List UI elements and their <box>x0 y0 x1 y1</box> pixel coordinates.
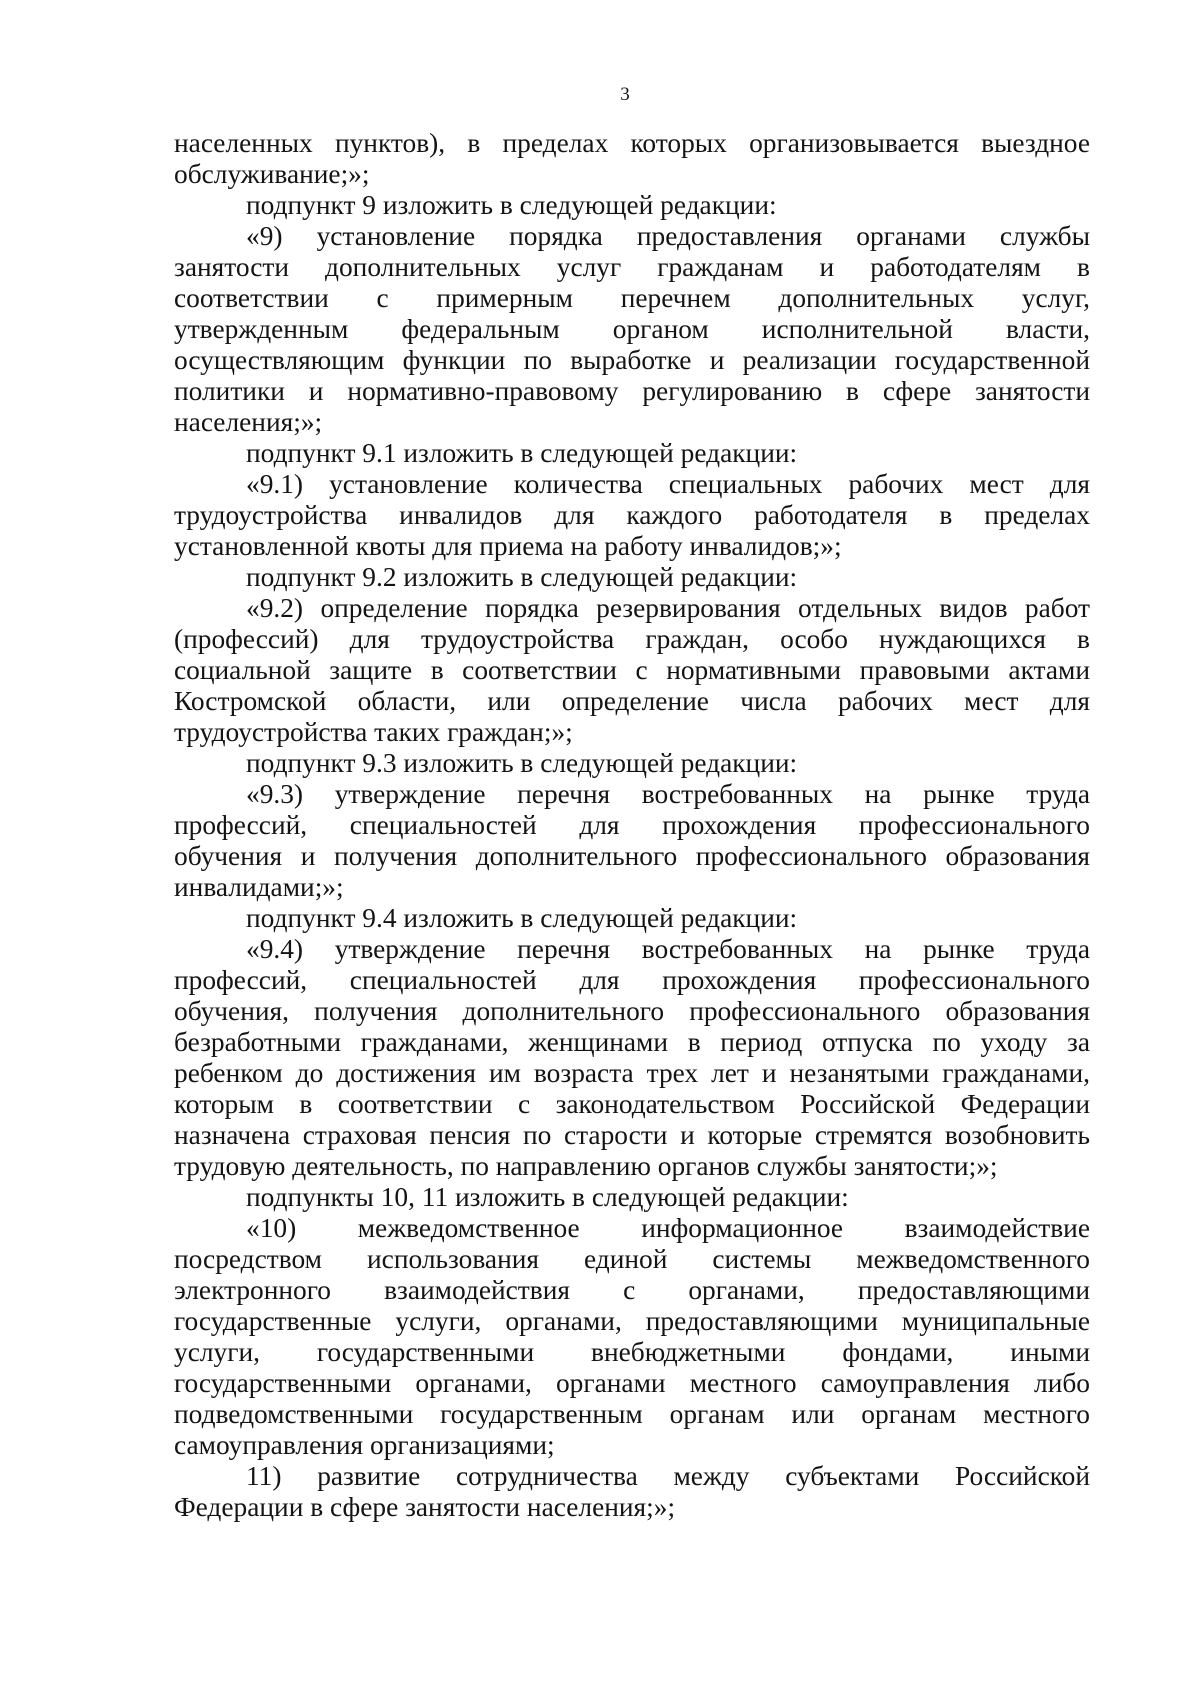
text-line: обслуживание;»; <box>174 159 370 189</box>
text-line: профессий, специальностей для прохождения профессионального <box>174 810 1090 840</box>
text-line: которым в соответствии с законодательством Российской Федерации <box>174 1089 1090 1119</box>
text-line: утвержденным федеральным органом исполнительной власти, <box>174 314 1090 344</box>
text-line: обучения, получения дополнительного профессионального образования <box>174 996 1090 1026</box>
text-line: социальной защите в соответствии с нормативными правовыми актами <box>174 655 1090 685</box>
text-line: занятости дополнительных услуг гражданам и работодателям в <box>174 252 1090 282</box>
text-line: трудовую деятельность, по направлению органов службы занятости;»; <box>174 1151 998 1181</box>
paragraph-first-line: подпункт 9.4 изложить в следующей редакции: <box>246 903 798 933</box>
text-line: электронного взаимодействия с органами, предоставляющими <box>174 1275 1090 1305</box>
text-line: соответствии с примерным перечнем дополнительных услуг, <box>174 283 1090 313</box>
paragraph-first-line: «9.1) установление количества специальных рабочих мест для <box>246 469 1090 499</box>
text-line: самоуправления организациями; <box>174 1430 555 1460</box>
text-line: населения;»; <box>174 407 323 437</box>
text-line: обучения и получения дополнительного профессионального образования <box>174 841 1090 871</box>
text-line: посредством использования единой системы межведомственного <box>174 1244 1090 1274</box>
text-line: назначена страховая пенсия по старости и которые стремятся возобновить <box>174 1120 1090 1150</box>
paragraph-first-line: «9.4) утверждение перечня востребованных на рынке труда <box>246 934 1090 964</box>
paragraph-first-line: «10) межведомственное информационное взаимодействие <box>246 1213 1090 1243</box>
text-line: Федерации в сфере занятости населения;»; <box>174 1492 676 1522</box>
document-body <box>174 128 1090 1523</box>
paragraph-first-line: подпункт 9.1 изложить в следующей редакции: <box>246 438 798 468</box>
text-line: трудоустройства таких граждан;»; <box>174 717 573 747</box>
text-line: услуги, государственными внебюджетными фондами, иными <box>174 1337 1090 1367</box>
text-line: безработными гражданами, женщинами в период отпуска по уходу за <box>174 1027 1090 1057</box>
text-line: профессий, специальностей для прохождения профессионального <box>174 965 1090 995</box>
paragraph-first-line: 11) развитие сотрудничества между субъектами Российской <box>246 1461 1090 1491</box>
paragraph-first-line: «9) установление порядка предоставления органами службы <box>246 221 1090 251</box>
paragraph-first-line: подпункт 9 изложить в следующей редакции: <box>246 190 777 220</box>
text-line: государственными органами, органами местного самоуправления либо <box>174 1368 1090 1398</box>
text-line: ребенком до достижения им возраста трех лет и незанятыми гражданами, <box>174 1058 1090 1088</box>
text-line: осуществляющим функции по выработке и реализации государственной <box>174 345 1090 375</box>
paragraph-first-line: подпункт 9.3 изложить в следующей редакции: <box>246 748 798 778</box>
paragraph-first-line: «9.2) определение порядка резервирования отдельных видов работ <box>246 593 1090 623</box>
paragraph-first-line: подпункт 9.2 изложить в следующей редакции: <box>246 562 798 592</box>
text-line: инвалидами;»; <box>174 872 344 902</box>
paragraph-first-line: подпункты 10, 11 изложить в следующей редакции: <box>246 1182 849 1212</box>
text-line: подведомственными государственным органам или органам местного <box>174 1399 1090 1429</box>
text-line: государственные услуги, органами, предоставляющими муниципальные <box>174 1306 1090 1336</box>
text-line: установленной квоты для приема на работу инвалидов;»; <box>174 531 842 561</box>
text-line: трудоустройства инвалидов для каждого работодателя в пределах <box>174 500 1090 530</box>
text-line: населенных пунктов), в пределах которых организовывается выездное <box>174 128 1090 158</box>
page-number: 3 <box>620 84 630 105</box>
paragraph-first-line: «9.3) утверждение перечня востребованных на рынке труда <box>246 779 1090 809</box>
text-line: (профессий) для трудоустройства граждан, особо нуждающихся в <box>174 624 1090 654</box>
text-line: Костромской области, или определение числа рабочих мест для <box>174 686 1090 716</box>
text-line: политики и нормативно-правовому регулированию в сфере занятости <box>174 376 1090 406</box>
